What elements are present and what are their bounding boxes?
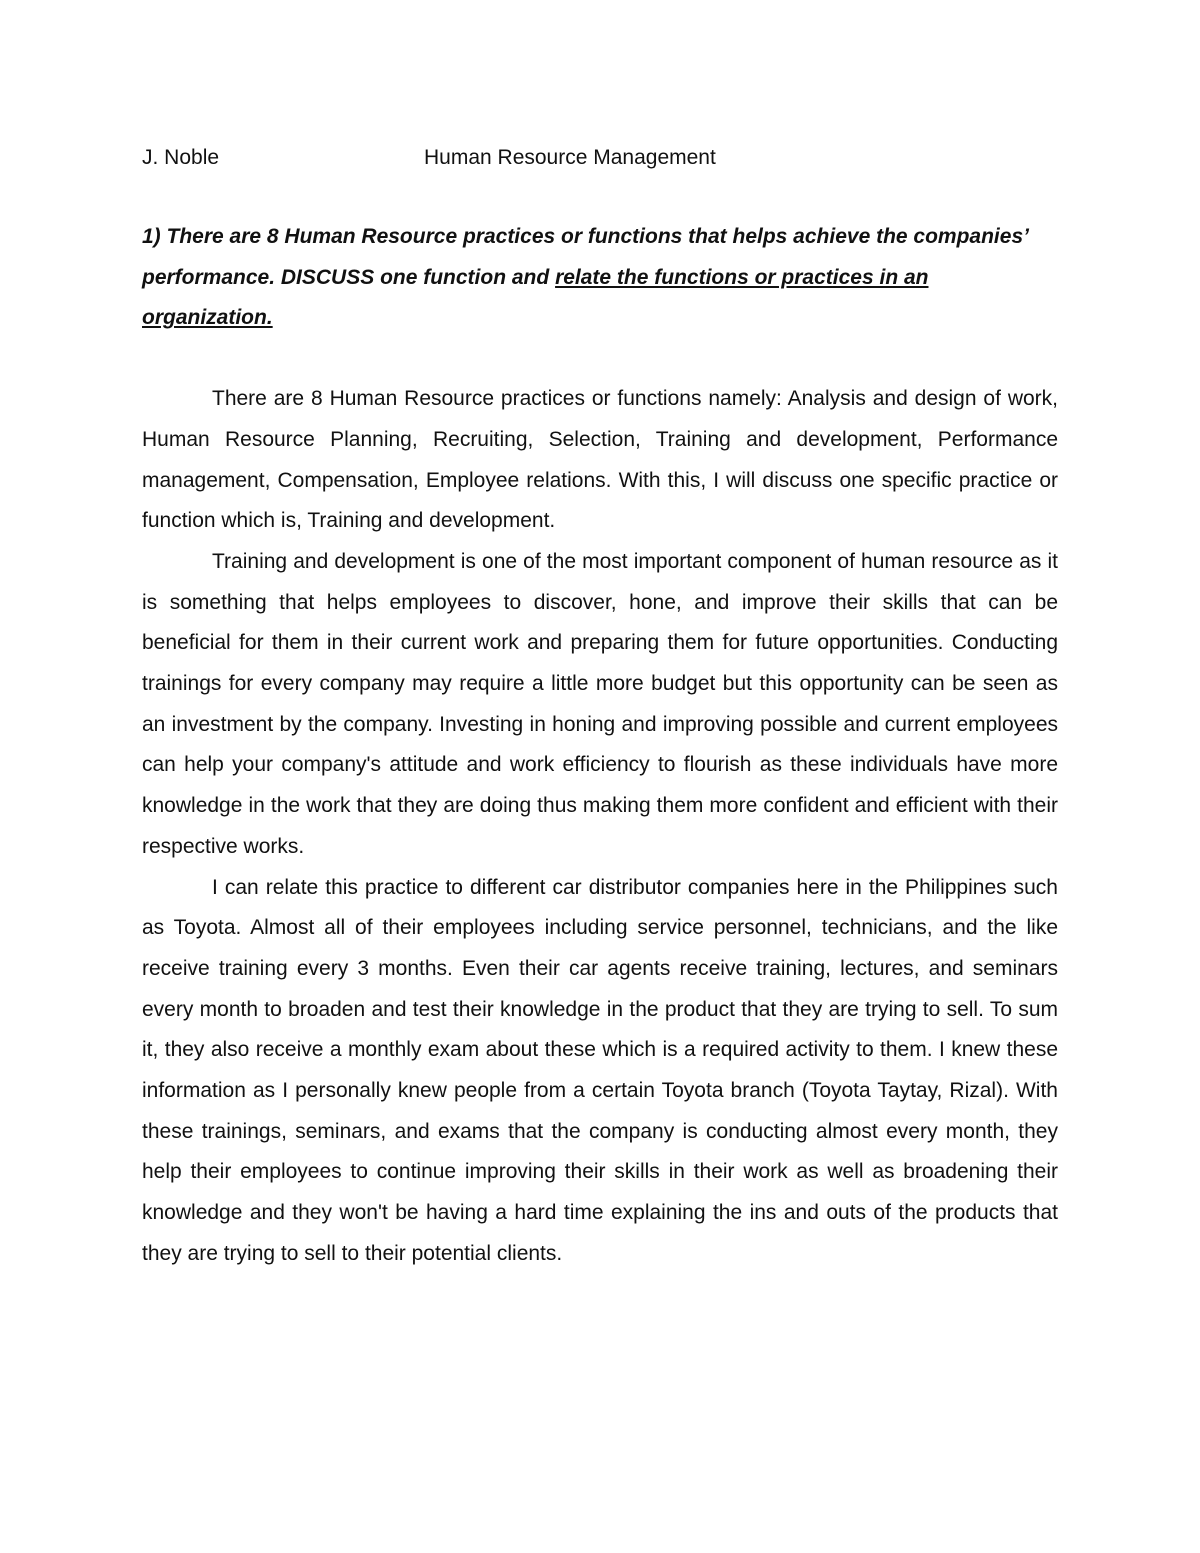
essay-paragraph-3: I can relate this practice to different car distributor companies here in the Philippines such as Toyota. Almost all of their employees including service personnel, technicians, and the like receive training every 3 months. Even their car agents receive training, lectures, and seminars every month to broaden and test their knowledge in the product that they are trying to sell. To sum it, they also receive a monthly exam about these which is a required activity to them. I knew these information as I personally knew people from a certain Toyota branch (Toyota Taytay, Rizal). With these trainings, seminars, and exams that the company is conducting almost every month, they help their employees to continue improving their skills in their work as well as broadening their knowledge and they won't be having a hard time explaining the ins and outs of the products that they are trying to sell to their potential clients. bbox=[142, 875, 1058, 1265]
document-header bbox=[142, 138, 1058, 178]
author-name: J. Noble bbox=[142, 146, 220, 169]
question-text: 1) There are 8 Human Resource practices or functions that helps achieve the companies’ performance. DISCUSS one function and bbox=[142, 225, 1029, 289]
course-title: Human Resource Management bbox=[424, 146, 716, 169]
question-underlined-text: relate the functions or practices in an organization. bbox=[142, 265, 929, 330]
essay-question bbox=[142, 217, 1058, 339]
essay-paragraph-1: There are 8 Human Resource practices or functions namely: Analysis and design of work, Human Resource Planning, Recruiting, Selection, Training and development, Performance management, Compensation, Employee relations. With this, I will discuss one specific practice or function which is, Training and development. bbox=[142, 387, 1058, 533]
essay-body bbox=[142, 379, 1058, 1274]
document-content bbox=[142, 138, 1058, 1275]
essay-paragraph-2: Training and development is one of the most important component of human resource as it is something that helps employees to discover, hone, and improve their skills that can be beneficial for them in their current work and preparing them for future opportunities. Conducting trainings for every company may require a little more budget but this opportunity can be seen as an investment by the company. Investing in honing and improving possible and current employees can help your company's attitude and work efficiency to flourish as these individuals have more knowledge in the work that they are doing thus making them more confident and efficient with their respective works. bbox=[142, 549, 1058, 858]
